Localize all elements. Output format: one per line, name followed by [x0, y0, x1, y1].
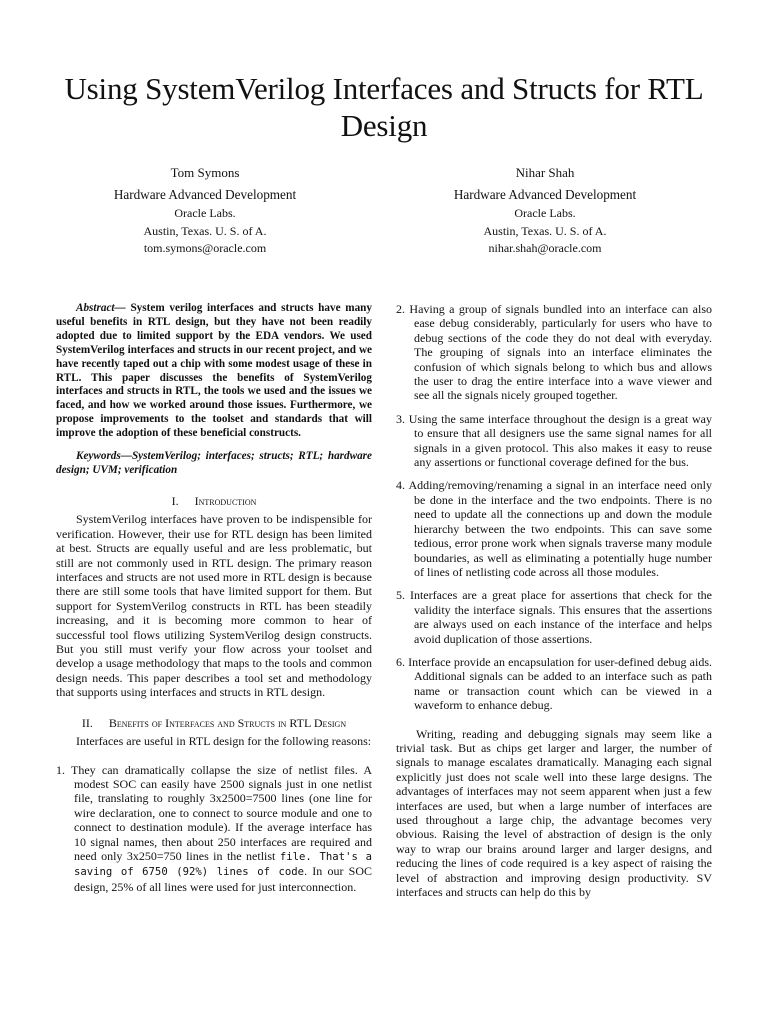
abstract-text: System verilog interfaces and structs have many useful benefits in RTL design, but they have not been readily adopted due to limited support by the EDA vendors. We used SystemVerilog interfaces and structs in our recent project, and we have recently taped out a chip with some modest usage of these in RTL. This paper discusses the benefits of SystemVerilog interfaces and structs in RTL, the tools we used and the issues we faced, and how we worked around those issues. Furthermore, we propose improvements to the toolset and standards that will improve the adoption of these beneficial constructs.	[56, 302, 372, 440]
author-department: Hardware Advanced Development	[453, 187, 637, 202]
author-name: Nihar Shah	[515, 165, 575, 180]
list-item-1	[56, 763, 372, 895]
author-email: tom.symons@oracle.com	[143, 241, 267, 255]
abstract	[56, 302, 372, 441]
paper-title: Using SystemVerilog Interfaces and Structs for RTL Design	[64, 71, 704, 143]
benefits-intro: Interfaces are useful in RTL design for the following reasons:	[76, 734, 372, 749]
intro-paragraph: SystemVerilog interfaces have proven to be indispensible for verification. However, their use for RTL design has been limited at best. Structs are equally useful and are less problematic, but still are not commonly used in RTL design. The primary reason interfaces and structs are not used more in RTL design is because there are still some tools that have limited support for them. But support for SystemVerilog constructs in RTL has been steadily increasing, and it is becoming more common to hear of successful tool flows utilizing SystemVerilog design constructs. But you still must verify your flow across your toolset and develop a usage methodology that maps to the tools and common design needs. This paper describes a tool set and methodology that supports using interfaces and structs in RTL design.	[56, 512, 372, 700]
author-location: Austin, Texas. U. S. of A.	[483, 223, 607, 238]
section-heading-introduction	[56, 494, 372, 509]
section-number: II.	[81, 715, 93, 730]
list-item-6: 6. Interface provide an encapsulation for user-defined debug aids. Additional signals can be added to an interface such as path name or transaction count which can be viewed in a waveform to enhance debug.	[396, 654, 712, 713]
list-item-4: 4. Adding/removing/renaming a signal in an interface need only be done in the interface and the two endpoints. There is no need to update all the connections up and down the module hierarchy between the two endpoints. This can save some tedious, error prone work when signals traverse many module boundaries, as well as eliminating a potentially huge number of lines of netlisting code across all those modules.	[396, 478, 712, 579]
closing-paragraph: Writing, reading and debugging signals may seem like a trivial task. But as chips get larger and larger, the number of signals to manage escalates dramatically. Managing each signal explicitly just does not scale well into these large designs. The advantages of interfaces may not seem apparent when just a few interfaces are used, but when a large number of interfaces are used throughout a large chip, the advantage becomes very obvious. Raising the level of abstraction of design is the only way to wrap our brains around larger and larger designs, and reducing the lines of code required is a key aspect of raising the level of abstraction and improving design productivity. SV interfaces and structs can help do this by	[396, 726, 712, 900]
right-column	[396, 302, 712, 899]
section-heading-benefits	[56, 716, 372, 731]
list-item-3: 3. Using the same interface throughout the design is a great way to ensure that all designers use the same signal names for all signals in a given protocol. This also makes it easy to reuse any assertions or functional coverage defined for the bus.	[396, 411, 712, 470]
author-organization: Oracle Labs.	[174, 206, 236, 220]
list-item-text: . In our SOC design, 25% of all lines were used for just interconnection.	[74, 864, 372, 894]
author-name: Tom Symons	[170, 165, 240, 180]
author-department: Hardware Advanced Development	[113, 187, 297, 202]
author-email: nihar.shah@oracle.com	[488, 241, 602, 255]
list-item-text: 1. They can dramatically collapse the size of netlist files. A modest SOC can easily have 2500 signals just in one netlist file, translating to roughly 3x2500=7500 lines (one line for wire declaration, one to connect to source module and one to connect to destination module). If the average interface has 10 signal names, then about 250 interfaces are required and need only 3x250=750 lines in the netlist	[56, 762, 372, 863]
author-block-2	[380, 164, 710, 257]
keywords: Keywords—SystemVerilog; interfaces; structs; RTL; hardware design; UVM; verification	[56, 450, 372, 476]
list-item-2: 2. Having a group of signals bundled into an interface can also ease debug considerably, particularly for users who have to debug sections of the code they do not deal with everyday. The grouping of signals into an interface eliminates the confusion of which signals belong to which bus and allows the user to drag the entire interface into a wave viewer and see all the signals nicely grouped together.	[396, 302, 712, 403]
abstract-label: Abstract—	[76, 302, 126, 314]
author-organization: Oracle Labs.	[514, 206, 576, 220]
list-item-5: 5. Interfaces are a great place for assertions that check for the validity the interface signals. This ensures that the assertions are always used on each instance of the interface and helps avoid duplication of those assertions.	[396, 588, 712, 646]
author-block-1	[40, 164, 370, 257]
section-title: Benefits of Interfaces and Structs in RTL Design	[108, 715, 347, 730]
section-number: I.	[171, 493, 179, 508]
list-item-mono-text: file. That's a saving of 6750 (92%) lines of code	[74, 851, 373, 879]
author-location: Austin, Texas. U. S. of A.	[143, 223, 267, 238]
left-column	[56, 302, 372, 894]
section-title: Introduction	[194, 493, 257, 508]
